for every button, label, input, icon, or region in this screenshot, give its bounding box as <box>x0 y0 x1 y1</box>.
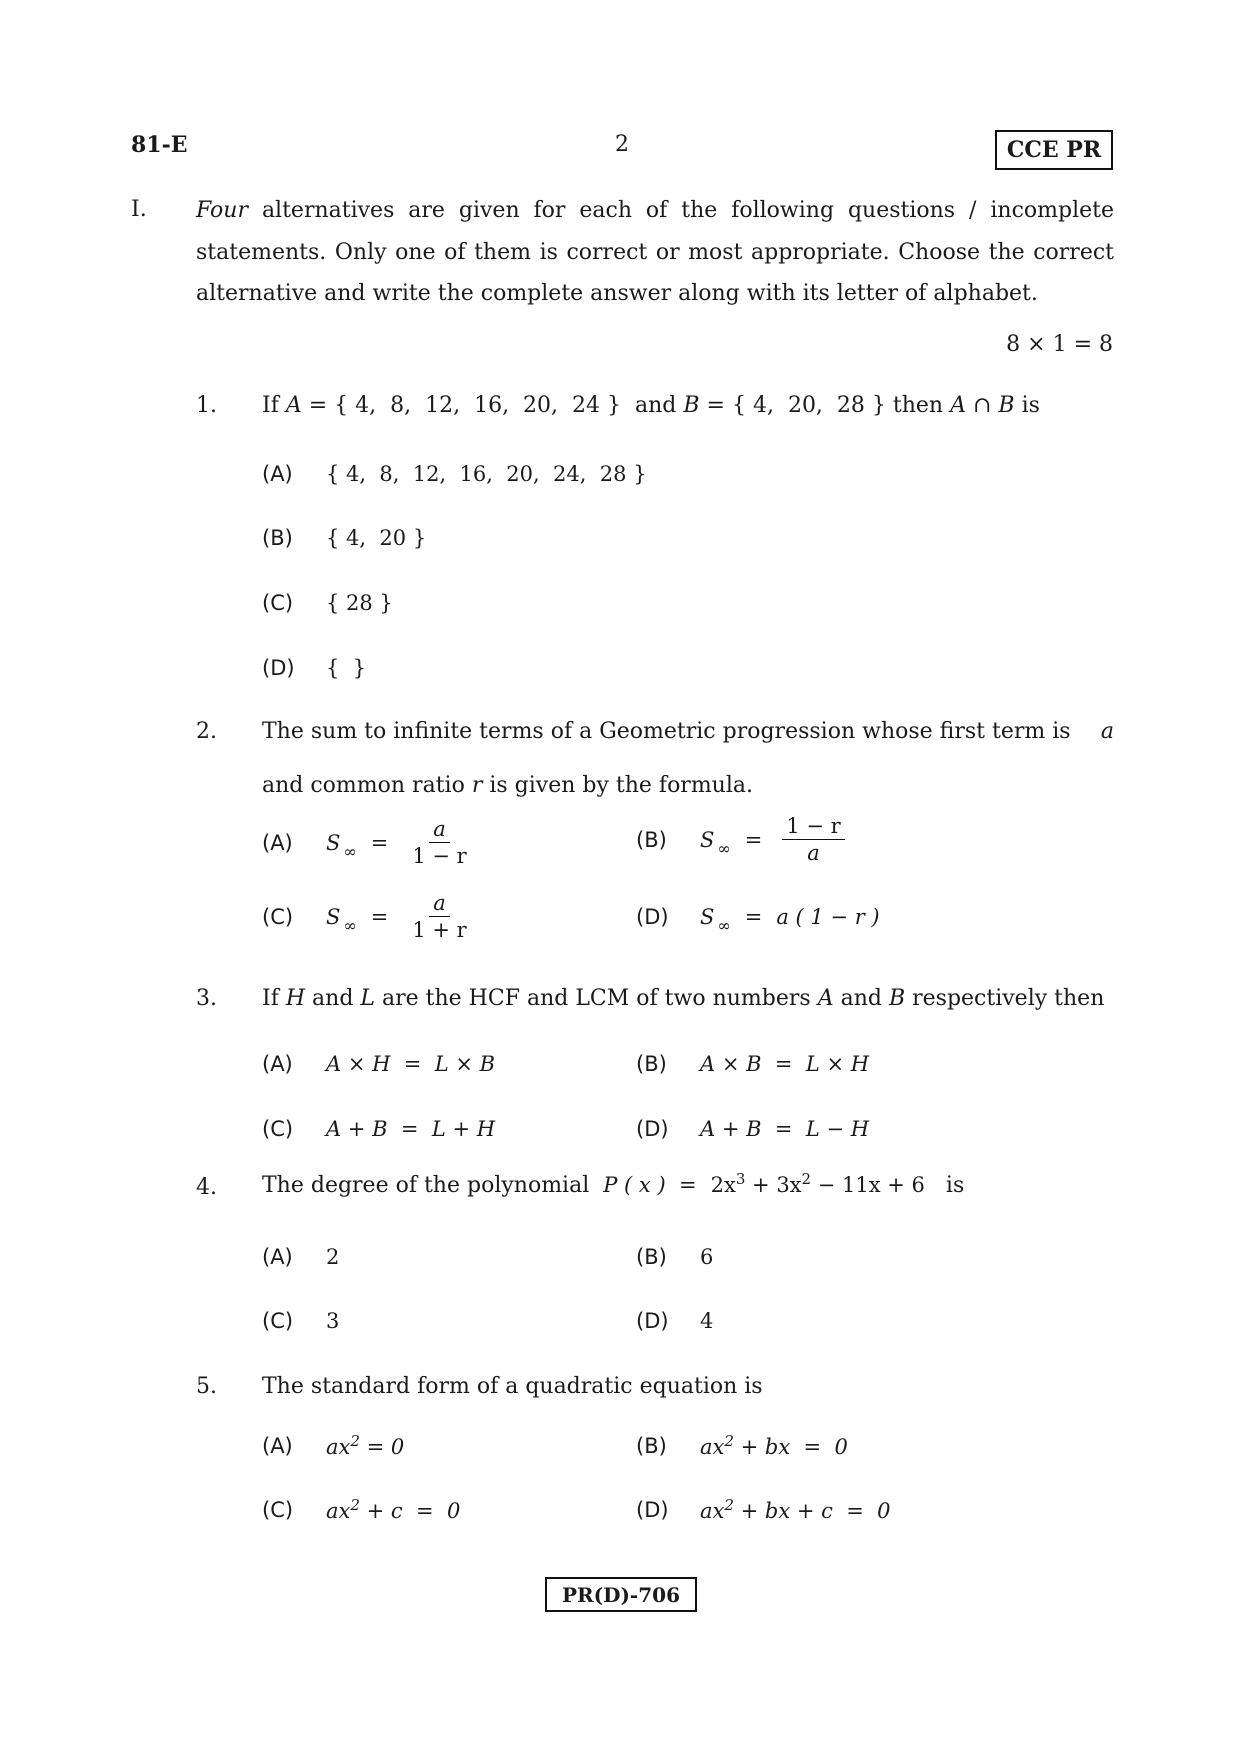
q4-text-b: is <box>945 1173 965 1198</box>
polynomial-expression <box>710 1170 925 1197</box>
option[interactable] <box>636 1245 713 1269</box>
fraction <box>408 890 470 943</box>
option-value <box>326 1432 404 1459</box>
question-number: 3. <box>196 986 217 1011</box>
marks-scheme: 8 × 1 = 8 <box>1006 332 1113 357</box>
q2-var-a: a <box>1100 719 1114 744</box>
option-value <box>700 1432 848 1459</box>
question-number: 5. <box>196 1374 217 1399</box>
q3-text-g: and <box>840 986 882 1011</box>
option-value: 6 <box>700 1245 714 1269</box>
q1-text-c: = { 4, 8, 12, 16, 20, 24 } and <box>308 393 677 418</box>
term-base: ax <box>326 1435 351 1459</box>
option[interactable] <box>262 526 426 550</box>
option[interactable] <box>262 1432 404 1459</box>
s-infinity <box>700 905 731 935</box>
option-label: (B) <box>636 1433 667 1458</box>
q2-text-line2-a: and common ratio <box>262 773 465 798</box>
q3-text-c: and <box>312 986 354 1011</box>
option[interactable] <box>636 1432 848 1459</box>
option-label: (D) <box>262 656 295 680</box>
equals-sign: = <box>744 827 763 852</box>
fraction-denominator: 1 + r <box>412 918 467 942</box>
fraction-numerator: a <box>429 816 450 843</box>
option-label: (D) <box>636 1117 669 1141</box>
fraction-numerator: a <box>429 890 450 917</box>
q3-var-h: H <box>285 986 306 1011</box>
option[interactable] <box>262 591 393 615</box>
q3-text-i: respectively then <box>912 986 1105 1011</box>
option[interactable] <box>262 1052 495 1076</box>
option-label: (C) <box>262 904 294 929</box>
option[interactable] <box>262 656 366 680</box>
question-text-continued <box>262 773 753 798</box>
instruction-text: alternatives are given for each of the following questions / incomplete statements. Only one of them is correct or most appropriate. Choose the correct alternative and write the complete answer along with its letter of alphabet. <box>196 198 1114 306</box>
exponent-1: 3 <box>735 1170 746 1188</box>
option-label: (A) <box>262 1245 293 1269</box>
q2-text-line1: The sum to infinite terms of a Geometric progression whose first term is <box>262 719 1071 744</box>
question-number: 1. <box>196 393 217 418</box>
option-label: (A) <box>262 1052 293 1076</box>
question-number: 2. <box>196 719 217 744</box>
fraction-denominator: 1 − r <box>412 844 467 868</box>
equals-sign: = <box>370 830 389 855</box>
s-symbol: S <box>700 827 715 852</box>
s-symbol: S <box>326 830 341 855</box>
term-2: + 3x <box>752 1173 802 1197</box>
fraction <box>782 813 844 866</box>
option-label: (A) <box>262 830 293 855</box>
infinity-subscript: ∞ <box>343 915 357 935</box>
option[interactable] <box>636 1309 713 1333</box>
option[interactable] <box>262 890 477 943</box>
term-exponent: 2 <box>724 1496 734 1514</box>
option[interactable] <box>262 1496 460 1523</box>
option[interactable] <box>636 1496 891 1523</box>
exam-badge: CCE PR <box>995 130 1113 170</box>
s-infinity <box>326 830 357 861</box>
option-value: A + B = L − H <box>700 1117 870 1141</box>
option[interactable] <box>262 1309 339 1333</box>
option-value: 2 <box>326 1245 340 1269</box>
page-number: 2 <box>615 132 629 157</box>
q2-text-line2-c: is given by the formula. <box>489 773 753 798</box>
option[interactable] <box>262 816 477 869</box>
option-value: { 4, 20 } <box>326 526 427 550</box>
s-symbol: S <box>326 904 341 929</box>
q2-var-r: r <box>471 773 483 798</box>
option-value <box>700 1496 891 1523</box>
option[interactable] <box>636 1052 869 1076</box>
option[interactable] <box>636 1117 869 1141</box>
option-label: (B) <box>636 1245 667 1269</box>
s-symbol: S <box>700 905 715 929</box>
term-rest: + bx + c = 0 <box>740 1499 891 1523</box>
q1-var-b: B <box>683 393 700 418</box>
q3-var-l: L <box>360 986 376 1011</box>
term-exponent: 2 <box>350 1432 360 1450</box>
option-value: { 28 } <box>326 591 393 615</box>
q1-var-a: A <box>285 393 302 418</box>
option-label: (C) <box>262 591 294 615</box>
term-3: − 11x + 6 <box>817 1173 925 1197</box>
infinity-subscript: ∞ <box>717 916 731 935</box>
instruction-emphasis: Four <box>196 198 248 223</box>
term-exponent: 2 <box>724 1432 734 1450</box>
option[interactable] <box>262 462 647 486</box>
option-label: (C) <box>262 1497 294 1522</box>
term-exponent: 2 <box>350 1496 360 1514</box>
equals-sign: = <box>370 904 389 929</box>
option[interactable] <box>262 1245 339 1269</box>
option-label: (B) <box>636 827 667 852</box>
q3-var-b: B <box>888 986 906 1011</box>
q1-text-a: If <box>262 393 279 418</box>
question-text: The standard form of a quadratic equation is <box>262 1374 763 1399</box>
term-base: ax <box>700 1435 725 1459</box>
equals-sign: = <box>744 905 763 929</box>
question-text <box>262 719 1114 744</box>
term-1: 2x <box>710 1173 736 1197</box>
s-infinity <box>326 904 357 935</box>
option-label: (C) <box>262 1309 294 1333</box>
option-value: 3 <box>326 1309 340 1333</box>
option-value: { } <box>326 656 367 680</box>
option-value: 4 <box>700 1309 714 1333</box>
question-text <box>262 393 1040 418</box>
q1-text-g: is <box>1021 393 1040 418</box>
footer-code: PR(D)-706 <box>545 1577 697 1612</box>
option[interactable] <box>262 1117 495 1141</box>
question-text <box>262 1170 964 1198</box>
term-rest: + c = 0 <box>366 1499 461 1523</box>
question-text <box>262 986 1104 1011</box>
option-label: (D) <box>636 905 669 929</box>
option-value: a ( 1 − r ) <box>776 905 880 929</box>
term-rest: + bx = 0 <box>740 1435 848 1459</box>
option-value: A × B = L × H <box>700 1052 870 1076</box>
question-number: 4. <box>196 1175 217 1200</box>
option-value: { 4, 8, 12, 16, 20, 24, 28 } <box>326 462 647 486</box>
option-value: A × H = L × B <box>326 1052 496 1076</box>
paper-code: 81-E <box>131 132 188 158</box>
q3-var-a: A <box>817 986 834 1011</box>
option-label: (B) <box>262 526 293 550</box>
infinity-subscript: ∞ <box>343 841 357 861</box>
option-label: (B) <box>636 1052 667 1076</box>
option-label: (A) <box>262 1433 293 1458</box>
option[interactable] <box>636 813 851 866</box>
fraction-numerator: 1 − r <box>782 813 844 840</box>
q1-intersection: A ∩ B <box>950 393 1015 418</box>
q3-text-a: If <box>262 986 279 1011</box>
term-base: ax <box>326 1499 351 1523</box>
fraction <box>408 816 470 869</box>
term-rest: = 0 <box>366 1435 405 1459</box>
q3-text-e: are the HCF and LCM of two numbers <box>382 986 811 1011</box>
s-infinity <box>700 827 731 858</box>
option-label: (C) <box>262 1117 294 1141</box>
option-label: (D) <box>636 1497 669 1522</box>
section-instruction <box>196 190 1114 315</box>
term-base: ax <box>700 1499 725 1523</box>
polynomial-name: P ( x ) = <box>603 1173 697 1197</box>
option-value: A + B = L + H <box>326 1117 496 1141</box>
q4-text-a: The degree of the polynomial <box>262 1173 590 1198</box>
option-value <box>326 1496 460 1523</box>
infinity-subscript: ∞ <box>717 838 731 858</box>
exponent-2: 2 <box>801 1170 812 1188</box>
option-label: (D) <box>636 1309 669 1333</box>
q1-text-e: = { 4, 20, 28 } then <box>706 393 944 418</box>
option-label: (A) <box>262 462 293 486</box>
option[interactable] <box>636 905 880 935</box>
fraction-denominator: a <box>807 841 820 865</box>
section-number: I. <box>131 197 147 222</box>
